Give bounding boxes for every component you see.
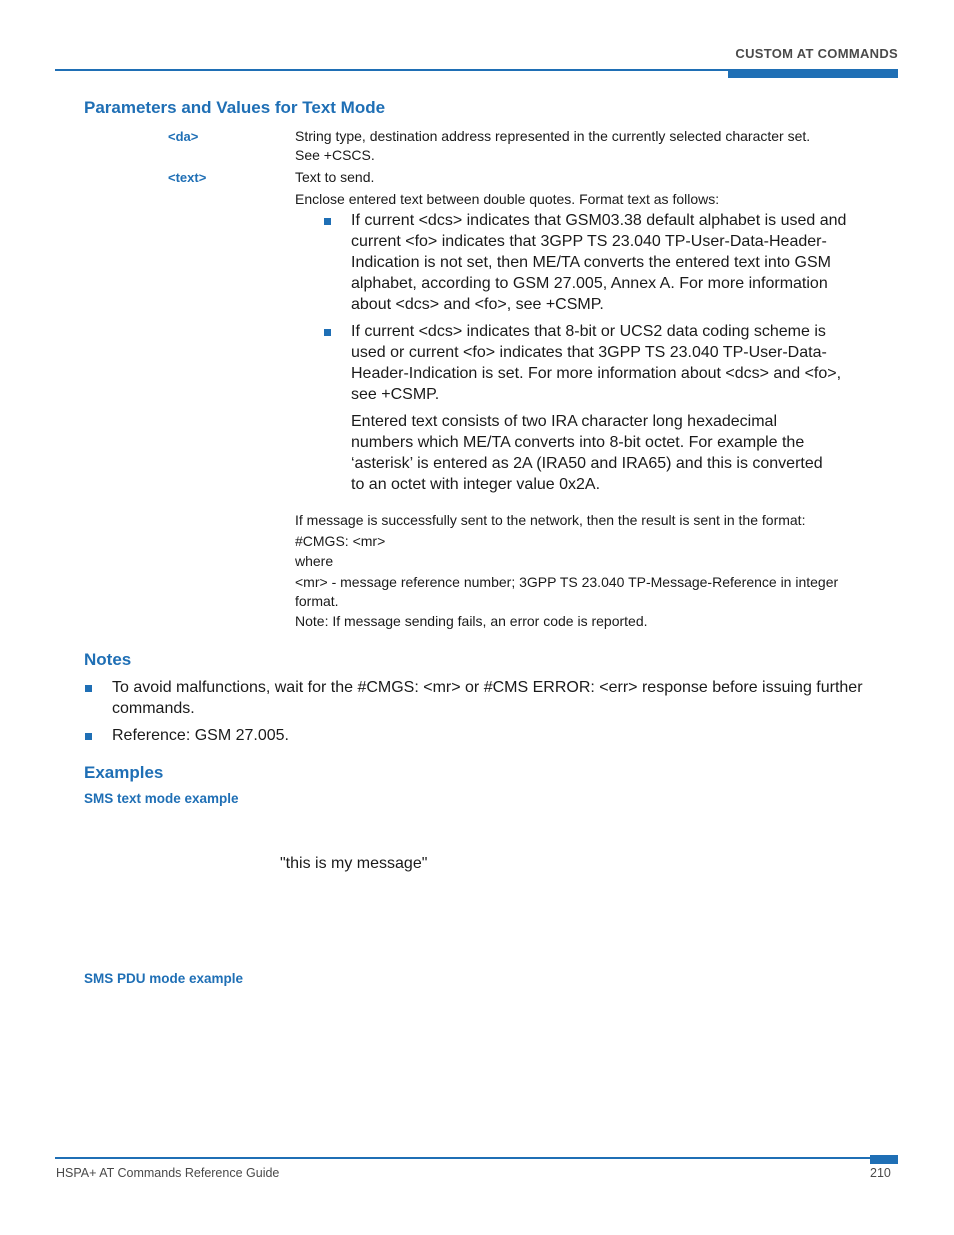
text-bullet1-line1: If current <dcs> indicates that GSM03.38 default alphabet is used and bbox=[351, 212, 847, 229]
footer-title: HSPA+ AT Commands Reference Guide bbox=[56, 1166, 280, 1180]
param-text-desc: Text to send. bbox=[295, 169, 375, 185]
result-line1: If message is successfully sent to the network, then the result is sent in the format: bbox=[295, 512, 806, 528]
text-bullet1-line3: Indication is not set, then ME/TA converts the entered text into GSM bbox=[351, 254, 831, 271]
result-line4: <mr> - message reference number; 3GPP TS 23.040 TP-Message-Reference in integer bbox=[295, 574, 839, 590]
sms-text-example-line: "this is my message" bbox=[280, 855, 428, 872]
bullet-square-icon bbox=[85, 733, 92, 740]
header-accent-tab bbox=[728, 69, 898, 78]
text-bullet1-line5: about <dcs> and <fo>, see +CSMP. bbox=[351, 296, 604, 313]
param-da-name: <da> bbox=[168, 129, 199, 144]
text-extra-line4: to an octet with integer value 0x2A. bbox=[351, 476, 601, 493]
bullet-square-icon bbox=[324, 218, 331, 225]
text-bullet2-line4: see +CSMP. bbox=[351, 386, 440, 403]
param-text-name: <text> bbox=[168, 170, 207, 185]
text-bullet1-line2: current <fo> indicates that 3GPP TS 23.040 TP-User-Data-Header- bbox=[351, 233, 827, 250]
params-heading: Parameters and Values for Text Mode bbox=[84, 98, 386, 117]
param-da-desc-2: See +CSCS. bbox=[295, 147, 375, 163]
bullet-square-icon bbox=[324, 329, 331, 336]
text-extra-line1: Entered text consists of two IRA character long hexadecimal bbox=[351, 413, 777, 430]
text-bullet2-line2: used or current <fo> indicates that 3GPP TS 23.040 TP-User-Data- bbox=[351, 344, 827, 361]
result-line5: format. bbox=[295, 593, 339, 609]
sms-text-example-title: SMS text mode example bbox=[84, 791, 239, 806]
note1-line2: commands. bbox=[112, 700, 195, 717]
result-line3: where bbox=[295, 553, 334, 569]
note1-line1: To avoid malfunctions, wait for the #CMGS: <mr> or #CMS ERROR: <err> response before issuing further bbox=[112, 679, 863, 696]
text-bullet1-line4: alphabet, according to GSM 27.005, Annex A. For more information bbox=[351, 275, 828, 292]
examples-heading: Examples bbox=[84, 763, 164, 782]
footer-accent-tab bbox=[870, 1155, 898, 1164]
page-number: 210 bbox=[870, 1166, 891, 1180]
result-line6: Note: If message sending fails, an error code is reported. bbox=[295, 613, 648, 629]
notes-heading: Notes bbox=[84, 650, 132, 669]
footer-rule bbox=[55, 1157, 898, 1159]
param-da-desc-1: String type, destination address represented in the currently selected character set. bbox=[295, 128, 811, 144]
text-bullet2-line3: Header-Indication is set. For more information about <dcs> and <fo>, bbox=[351, 365, 842, 382]
note2: Reference: GSM 27.005. bbox=[112, 727, 289, 744]
text-extra-line2: numbers which ME/TA converts into 8-bit octet. For example the bbox=[351, 434, 805, 451]
text-bullet2-line1: If current <dcs> indicates that 8-bit or UCS2 data coding scheme is bbox=[351, 323, 826, 340]
running-header: CUSTOM AT COMMANDS bbox=[735, 46, 898, 61]
sms-pdu-example-title: SMS PDU mode example bbox=[84, 971, 244, 986]
result-line2: #CMGS: <mr> bbox=[295, 533, 386, 549]
text-extra-line3: ‘asterisk’ is entered as 2A (IRA50 and IRA65) and this is converted bbox=[351, 455, 823, 472]
bullet-square-icon bbox=[85, 685, 92, 692]
param-text-intro: Enclose entered text between double quotes. Format text as follows: bbox=[295, 191, 720, 207]
